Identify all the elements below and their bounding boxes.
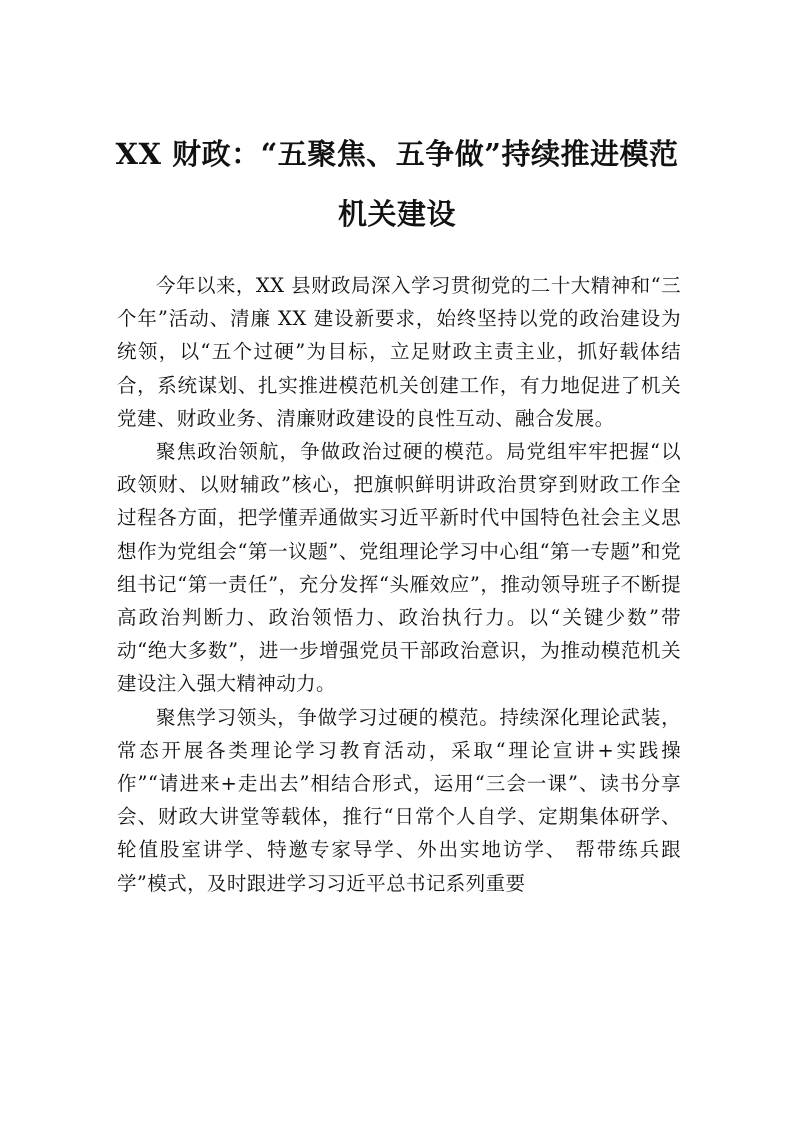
paragraph-political: 聚焦政治领航，争做政治过硬的模范。局党组牢牢把握“以政领财、以财辅政”核心，把旗帜鲜明讲政治贯穿到财政工作全过程各方面，把学懂弄通做实习近平新时代中国特色社会主义思想作为党组会“第一议题”、党组理论学习中心组“第一专题”和党组书记“第一责任”，充分发挥“头雁效应”，推动领导班子不断提高政治判断力、政治领悟力、政治执行力。以“关键少数”带动“绝大多数”，进一步增强党员干部政治意识，为推动模范机关建设注入强大精神动力。 [117,440,681,696]
paragraph-learning: 聚焦学习领头，争做学习过硬的模范。持续深化理论武装，常态开展各类理论学习教育活动，采取“理论宣讲+实践操作”“请进来+走出去”相结合形式，运用“三会一课”、读书分享会、财政大讲堂等载体，推行“日常个人自学、定期集体研学、轮值股室讲学、特邀专家导学、外出实地访学、 帮带练兵跟学”模式，及时跟进学习习近平总书记系列重要 [117,705,681,895]
document-title-line-2: 机关建设 [337,197,456,231]
paragraph-intro: 今年以来，XX 县财政局深入学习贯彻党的二十大精神和“三个年”活动、清廉 XX 建设新要求，始终坚持以党的政治建设为统领，以“五个过硬”为目标，立足财政主责主业，抓好载体结合，系统谋划、扎实推进模范机关创建工作，有力地促进了机关党建、财政业务、清廉财政建设的良性互动、融合发展。 [117,274,681,430]
document-title-line-1: XX 财政：“五聚焦、五争做”持续推进模范 [115,137,679,171]
document-body [117,269,681,900]
